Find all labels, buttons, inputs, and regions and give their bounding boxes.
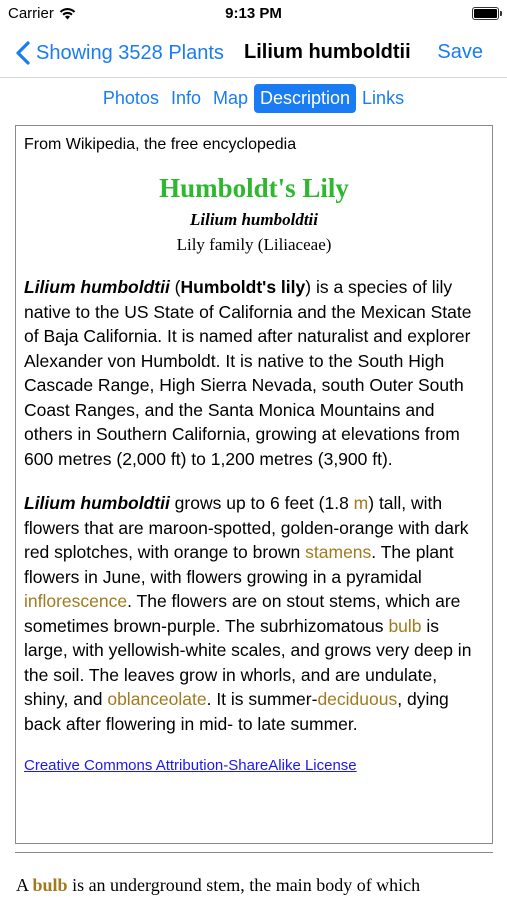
- battery-icon: [472, 7, 499, 20]
- save-button[interactable]: Save: [437, 41, 483, 63]
- description-paragraph: Lilium humboldtii grows up to 6 feet (1.8 m) tall, with flowers that are maroon-spotted, golden-orange with dark red splotches, with orange to brown stamens. The plant flowers in June, with flowers growing in a pyramidal inflorescence. The flowers are on stout stems, which are sometimes brown-purple. The subrhizomatous bulb is large, with yellowish-white scales, and grows very deep in the soil. The leaves grow in whorls, and are undulate, shiny, and oblanceolate. It is summer-deciduous, dying back after flowering in mid- to late summer.: [24, 493, 472, 734]
- glossary-link-inflorescence[interactable]: inflorescence: [24, 591, 128, 611]
- glossary-link-oblanceolate[interactable]: oblanceolate: [107, 689, 207, 709]
- common-name-heading: Humboldt's Lily: [159, 173, 349, 203]
- tab-bar: [0, 82, 507, 114]
- glossary-link-bulb[interactable]: bulb: [388, 615, 422, 636]
- glossary-term: bulb: [32, 875, 68, 895]
- sci-name-inline: Lilium humboldtii: [24, 277, 170, 297]
- article-container: [15, 125, 493, 844]
- glossary-link-m[interactable]: m: [353, 493, 369, 513]
- family-name: Lily family (Liliaceae): [176, 235, 332, 254]
- tab-links[interactable]: Links: [362, 87, 405, 108]
- tab-description[interactable]: Description: [254, 84, 356, 113]
- status-time: 9:13 PM: [225, 5, 282, 22]
- back-button[interactable]: [12, 40, 224, 66]
- glossary-definition: A bulb is an underground stem, the main body of which: [16, 875, 421, 895]
- tab-photos[interactable]: Photos: [102, 87, 159, 108]
- common-name-inline: Humboldt's lily: [180, 277, 306, 297]
- sci-name-inline: Lilium humboldtii: [24, 493, 170, 513]
- carrier-label: Carrier: [8, 5, 54, 22]
- glossary-link-stamens[interactable]: stamens: [305, 542, 372, 562]
- chevron-left-icon: [12, 40, 36, 66]
- page-title: Lilium humboldtii: [244, 41, 411, 63]
- navigation-bar: [0, 28, 507, 78]
- license-link[interactable]: Creative Commons Attribution-ShareAlike License: [24, 757, 357, 774]
- intro-paragraph: Lilium humboldtii (Humboldt's lily) is a species of lily native to the US State of California and the Mexican State of Baja California. It is named after naturalist and explorer Alexander von Humboldt. It is native to the South High Cascade Range, High Sierra Nevada, south Outer South Coast Ranges, and the Santa Monica Mountains and others in Southern California, growing at elevations from 600 metres (2,000 ft) to 1,200 metres (3,900 ft).: [24, 277, 472, 469]
- source-attribution: From Wikipedia, the free encyclopedia: [24, 136, 297, 153]
- status-bar: [0, 0, 507, 28]
- divider: [15, 852, 493, 853]
- tab-info[interactable]: Info: [170, 87, 201, 108]
- glossary-link-deciduous[interactable]: deciduous: [317, 689, 398, 709]
- back-button-label: Showing 3528 Plants: [36, 41, 224, 64]
- tab-map[interactable]: Map: [212, 87, 248, 108]
- scientific-name: Lilium humboldtii: [189, 210, 318, 229]
